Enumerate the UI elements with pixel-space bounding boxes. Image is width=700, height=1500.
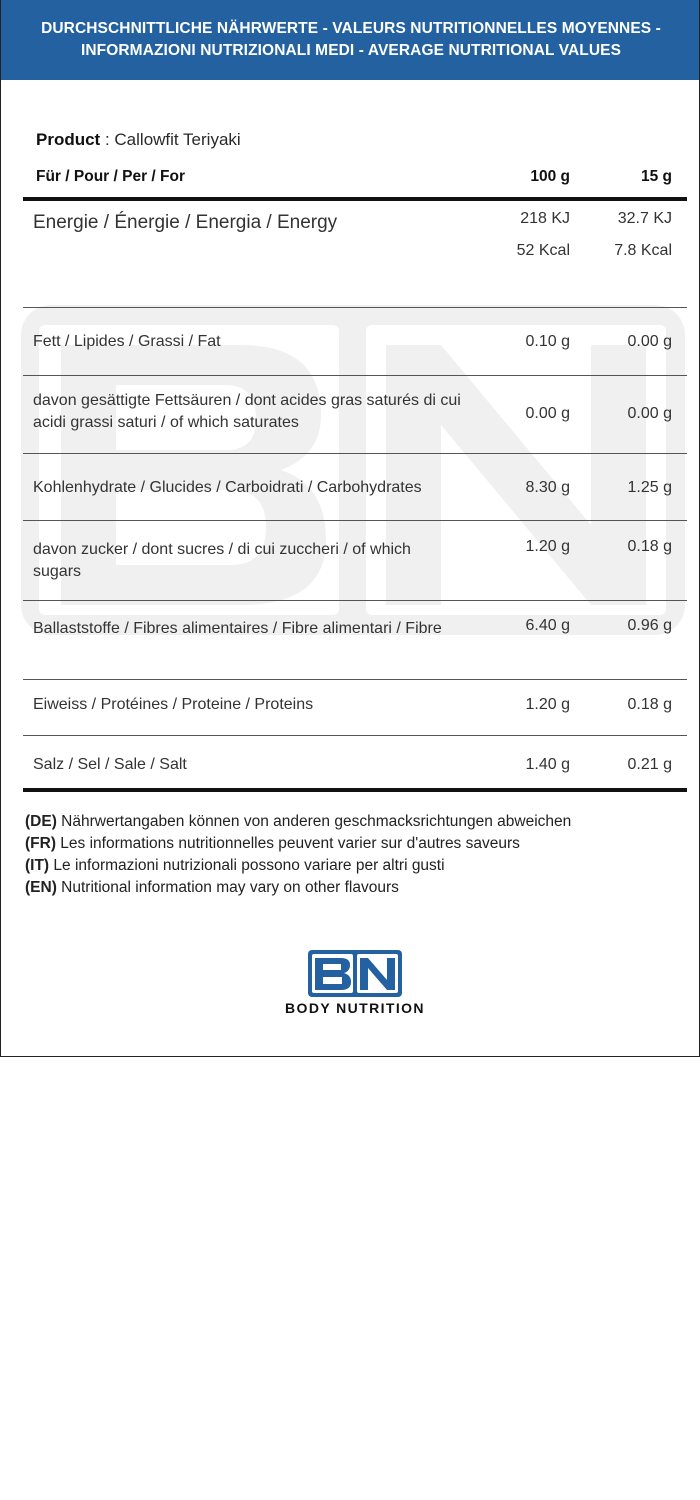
row-proteins-100g: 1.20 g (525, 696, 570, 713)
row-salt-15g: 0.21 g (627, 756, 672, 773)
row-divider (23, 600, 687, 601)
product-line (36, 130, 241, 150)
row-divider (23, 307, 687, 308)
note-en-text: Nutritional information may vary on other flavours (56, 879, 399, 896)
row-sugars-15g: 0.18 g (627, 538, 672, 555)
product-separator: : (100, 130, 115, 149)
header-line-1: DURCHSCHNITTLICHE NÄHRWERTE - VALEURS NUTRITIONNELLES MOYENNES - (41, 20, 661, 37)
note-fr-text: Les informations nutritionnelles peuvent varier sur d'autres saveurs (56, 835, 520, 852)
column-15g: 15 g (640, 168, 672, 185)
note-en (25, 877, 571, 899)
row-energy-kcal-15g: 7.8 Kcal (614, 242, 672, 259)
row-sugars-label: davon zucker / dont sucres / di cui zuccheri / of which sugars (33, 541, 411, 580)
note-de-text: Nährwertangaben können von anderen geschmacksrichtungen abweichen (56, 813, 572, 830)
note-it-text: Le informazioni nutrizionali possono variare per altri gusti (49, 857, 445, 874)
row-energy-kj-100g: 218 KJ (520, 210, 570, 227)
row-fibre-15g: 0.96 g (627, 617, 672, 634)
row-saturates-label: davon gesättigte Fettsäuren / dont acides gras saturés di cui acidi grassi saturi / of which saturates (33, 392, 461, 431)
row-divider (23, 520, 687, 521)
row-proteins-15g: 0.18 g (627, 696, 672, 713)
note-en-code: (EN) (25, 879, 57, 896)
product-name: Callowfit Teriyaki (114, 130, 241, 149)
note-de-code: (DE) (25, 813, 57, 830)
row-salt-100g: 1.40 g (525, 756, 570, 773)
row-divider (23, 375, 687, 376)
row-saturates-15g: 0.00 g (627, 405, 672, 422)
bn-watermark-logo (21, 305, 685, 635)
row-proteins-label: Eiweiss / Protéines / Proteine / Proteins (33, 696, 314, 713)
row-fat-label: Fett / Lipides / Grassi / Fat (33, 333, 221, 350)
header-rule (23, 197, 687, 201)
table-bottom-rule (23, 788, 687, 792)
header-banner (1, 0, 700, 80)
row-fat-15g: 0.00 g (627, 333, 672, 350)
row-carbohydrates-15g: 1.25 g (627, 479, 672, 496)
row-divider (23, 735, 687, 736)
product-label: Product (36, 130, 101, 149)
body-nutrition-wordmark: BODY NUTRITION (285, 1000, 425, 1016)
row-fibre-label: Ballaststoffe / Fibres alimentaires / Fibre alimentari / Fibre (33, 620, 442, 637)
row-carbohydrates-100g: 8.30 g (525, 479, 570, 496)
header-line-2: INFORMAZIONI NUTRIZIONALI MEDI - AVERAGE NUTRITIONAL VALUES (80, 42, 622, 59)
note-it (25, 855, 571, 877)
row-fibre-100g: 6.40 g (525, 617, 570, 634)
note-fr (25, 833, 571, 855)
row-energy-kj-15g: 32.7 KJ (617, 210, 672, 227)
note-fr-code: (FR) (25, 835, 56, 852)
row-carbohydrates-label: Kohlenhydrate / Glucides / Carboidrati / Carbohydrates (33, 479, 422, 496)
row-divider (23, 679, 687, 680)
column-per-label: Für / Pour / Per / For (36, 168, 185, 185)
row-divider (23, 453, 687, 454)
note-it-code: (IT) (25, 857, 50, 874)
row-energy-label: Energie / Énergie / Energia / Energy (33, 212, 338, 233)
row-salt-label: Salz / Sel / Sale / Salt (33, 756, 187, 773)
row-energy-kcal-100g: 52 Kcal (516, 242, 570, 259)
row-fat-100g: 0.10 g (525, 333, 570, 350)
row-sugars-100g: 1.20 g (525, 538, 570, 555)
column-100g: 100 g (530, 168, 570, 185)
note-de (25, 811, 571, 833)
flavour-disclaimer (25, 811, 571, 899)
row-saturates-100g: 0.00 g (525, 405, 570, 422)
